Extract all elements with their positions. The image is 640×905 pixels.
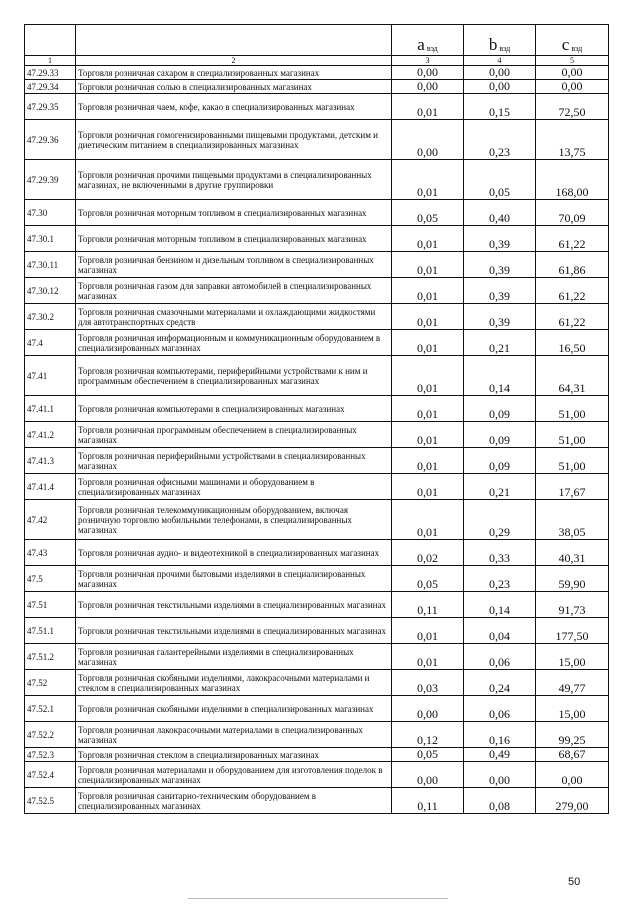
table-row — [25, 200, 609, 226]
activity-name: Торговля розничная прочими пищевыми продуктами в специализированных магазинах, не включенными в другие группировки — [76, 160, 392, 200]
activity-name: Торговля розничная гомогенизированными пищевыми продуктами, детским и диетическим питанием в специализированных магазинах — [76, 120, 392, 160]
okved-code: 47.29.35 — [25, 94, 76, 120]
table-row — [25, 448, 609, 474]
value-a: 0,05 — [392, 566, 464, 592]
value-b: 0,08 — [464, 788, 536, 814]
header-c-main: c — [561, 35, 570, 54]
value-b: 0,14 — [464, 592, 536, 618]
header-a-sub: вэд — [426, 44, 438, 53]
value-c: 68,67 — [536, 748, 609, 762]
activity-name: Торговля розничная аудио- и видеотехникой в специализированных магазинах — [76, 540, 392, 566]
okved-code: 47.51.1 — [25, 618, 76, 644]
activity-name: Торговля розничная текстильными изделиями в специализированных магазинах — [76, 618, 392, 644]
activity-name: Торговля розничная информационным и коммуникационным оборудованием в специализированных магазинах — [76, 330, 392, 356]
value-c: 91,73 — [536, 592, 609, 618]
value-b: 0,06 — [464, 696, 536, 722]
okved-code: 47.52 — [25, 670, 76, 696]
value-a: 0,03 — [392, 670, 464, 696]
okved-code: 47.41.3 — [25, 448, 76, 474]
value-a: 0,00 — [392, 66, 464, 80]
value-c: 61,22 — [536, 304, 609, 330]
value-b: 0,04 — [464, 618, 536, 644]
value-c: 51,00 — [536, 448, 609, 474]
value-a: 0,01 — [392, 94, 464, 120]
table-row — [25, 592, 609, 618]
value-b: 0,09 — [464, 448, 536, 474]
value-c: 13,75 — [536, 120, 609, 160]
value-b: 0,05 — [464, 160, 536, 200]
okved-code: 47.43 — [25, 540, 76, 566]
value-a: 0,01 — [392, 356, 464, 396]
table-row — [25, 278, 609, 304]
table-row — [25, 540, 609, 566]
value-b: 0,15 — [464, 94, 536, 120]
value-a: 0,11 — [392, 592, 464, 618]
activity-name: Торговля розничная компьютерами в специализированных магазинах — [76, 396, 392, 422]
column-number-row — [25, 56, 609, 66]
value-c: 72,50 — [536, 94, 609, 120]
table-row — [25, 252, 609, 278]
activity-name: Торговля розничная офисными машинами и оборудованием в специализированных магазинах — [76, 474, 392, 500]
value-b: 0,16 — [464, 722, 536, 748]
value-b: 0,29 — [464, 500, 536, 540]
okved-code: 47.30.12 — [25, 278, 76, 304]
okved-code: 47.30.11 — [25, 252, 76, 278]
table-row — [25, 66, 609, 80]
value-b: 0,39 — [464, 278, 536, 304]
table-row — [25, 644, 609, 670]
column-number: 2 — [76, 56, 392, 66]
coefficients-table — [24, 24, 609, 814]
value-c: 0,00 — [536, 80, 609, 94]
value-b: 0,06 — [464, 644, 536, 670]
value-c: 279,00 — [536, 788, 609, 814]
value-c: 17,67 — [536, 474, 609, 500]
okved-code: 47.4 — [25, 330, 76, 356]
value-c: 15,00 — [536, 696, 609, 722]
value-b: 0,00 — [464, 762, 536, 788]
activity-name: Торговля розничная моторным топливом в специализированных магазинах — [76, 200, 392, 226]
value-a: 0,01 — [392, 448, 464, 474]
table-row — [25, 120, 609, 160]
value-a: 0,05 — [392, 200, 464, 226]
okved-code: 47.52.5 — [25, 788, 76, 814]
header-b-main: b — [488, 35, 498, 54]
value-b: 0,21 — [464, 474, 536, 500]
table-row — [25, 670, 609, 696]
value-b: 0,09 — [464, 422, 536, 448]
okved-code: 47.42 — [25, 500, 76, 540]
column-number: 1 — [25, 56, 76, 66]
header-row — [25, 25, 609, 56]
okved-code: 47.41 — [25, 356, 76, 396]
value-c: 38,05 — [536, 500, 609, 540]
table-row — [25, 94, 609, 120]
okved-code: 47.29.34 — [25, 80, 76, 94]
value-a: 0,01 — [392, 618, 464, 644]
header-a — [392, 25, 464, 56]
activity-name: Торговля розничная телекоммуникационным оборудованием, включая розничную торговлю мобильными телефонами, в специализированных магазинах — [76, 500, 392, 540]
header-b — [464, 25, 536, 56]
value-b: 0,23 — [464, 120, 536, 160]
table-row — [25, 396, 609, 422]
column-number: 4 — [464, 56, 536, 66]
value-a: 0,01 — [392, 304, 464, 330]
okved-code: 47.30 — [25, 200, 76, 226]
header-b-sub: вэд — [499, 44, 511, 53]
table-row — [25, 722, 609, 748]
table-row — [25, 696, 609, 722]
value-a: 0,00 — [392, 696, 464, 722]
value-c: 51,00 — [536, 396, 609, 422]
value-c: 61,22 — [536, 278, 609, 304]
value-b: 0,39 — [464, 226, 536, 252]
okved-code: 47.52.1 — [25, 696, 76, 722]
value-a: 0,01 — [392, 330, 464, 356]
table-row — [25, 474, 609, 500]
okved-code: 47.5 — [25, 566, 76, 592]
value-b: 0,14 — [464, 356, 536, 396]
value-b: 0,09 — [464, 396, 536, 422]
activity-name: Торговля розничная скобяными изделиями, лакокрасочными материалами и стеклом в специализированных магазинах — [76, 670, 392, 696]
table-row — [25, 160, 609, 200]
table-row — [25, 356, 609, 396]
value-b: 0,33 — [464, 540, 536, 566]
header-name — [76, 25, 392, 56]
activity-name: Торговля розничная солью в специализированных магазинах — [76, 80, 392, 94]
value-c: 61,86 — [536, 252, 609, 278]
value-a: 0,05 — [392, 748, 464, 762]
activity-name: Торговля розничная смазочными материалами и охлаждающими жидкостями для автотранспортных средств — [76, 304, 392, 330]
value-c: 99,25 — [536, 722, 609, 748]
value-c: 51,00 — [536, 422, 609, 448]
table-row — [25, 80, 609, 94]
okved-code: 47.41.1 — [25, 396, 76, 422]
activity-name: Торговля розничная лакокрасочными материалами в специализированных магазинах — [76, 722, 392, 748]
activity-name: Торговля розничная скобяными изделиями в специализированных магазинах — [76, 696, 392, 722]
header-c-sub: вэд — [571, 44, 583, 53]
okved-code: 47.52.3 — [25, 748, 76, 762]
okved-code: 47.29.33 — [25, 66, 76, 80]
table-row — [25, 566, 609, 592]
activity-name: Торговля розничная бензином и дизельным топливом в специализированных магазинах — [76, 252, 392, 278]
column-number: 3 — [392, 56, 464, 66]
table-row — [25, 748, 609, 762]
okved-code: 47.30.2 — [25, 304, 76, 330]
value-c: 0,00 — [536, 762, 609, 788]
column-number: 5 — [536, 56, 609, 66]
table-row — [25, 304, 609, 330]
okved-code: 47.52.2 — [25, 722, 76, 748]
value-b: 0,49 — [464, 748, 536, 762]
table-row — [25, 226, 609, 252]
value-c: 168,00 — [536, 160, 609, 200]
value-a: 0,01 — [392, 474, 464, 500]
value-a: 0,00 — [392, 762, 464, 788]
value-a: 0,00 — [392, 80, 464, 94]
value-b: 0,00 — [464, 66, 536, 80]
okved-code: 47.41.2 — [25, 422, 76, 448]
table-row — [25, 500, 609, 540]
value-a: 0,01 — [392, 252, 464, 278]
scan-edge-line — [188, 898, 448, 899]
value-c: 15,00 — [536, 644, 609, 670]
activity-name: Торговля розничная чаем, кофе, какао в специализированных магазинах — [76, 94, 392, 120]
activity-name: Торговля розничная прочими бытовыми изделиями в специализированных магазинах — [76, 566, 392, 592]
okved-code: 47.41.4 — [25, 474, 76, 500]
value-b: 0,21 — [464, 330, 536, 356]
value-a: 0,01 — [392, 422, 464, 448]
value-b: 0,24 — [464, 670, 536, 696]
value-a: 0,11 — [392, 788, 464, 814]
value-c: 177,50 — [536, 618, 609, 644]
activity-name: Торговля розничная санитарно-техническим оборудованием в специализированных магазинах — [76, 788, 392, 814]
value-b: 0,23 — [464, 566, 536, 592]
table-row — [25, 422, 609, 448]
activity-name: Торговля розничная программным обеспечением в специализированных магазинах — [76, 422, 392, 448]
header-code — [25, 25, 76, 56]
activity-name: Торговля розничная материалами и оборудованием для изготовления поделок в специализированных магазинах — [76, 762, 392, 788]
value-c: 49,77 — [536, 670, 609, 696]
value-a: 0,01 — [392, 500, 464, 540]
activity-name: Торговля розничная стеклом в специализированных магазинах — [76, 748, 392, 762]
value-c: 40,31 — [536, 540, 609, 566]
table-row — [25, 762, 609, 788]
value-a: 0,01 — [392, 644, 464, 670]
activity-name: Торговля розничная газом для заправки автомобилей в специализированных магазинах — [76, 278, 392, 304]
okved-code: 47.51 — [25, 592, 76, 618]
value-c: 59,90 — [536, 566, 609, 592]
okved-code: 47.52.4 — [25, 762, 76, 788]
value-a: 0,00 — [392, 120, 464, 160]
header-a-main: a — [417, 35, 425, 54]
value-a: 0,01 — [392, 396, 464, 422]
value-c: 64,31 — [536, 356, 609, 396]
value-c: 70,09 — [536, 200, 609, 226]
page-number: 50 — [568, 876, 581, 888]
value-a: 0,12 — [392, 722, 464, 748]
value-b: 0,40 — [464, 200, 536, 226]
activity-name: Торговля розничная сахаром в специализированных магазинах — [76, 66, 392, 80]
value-a: 0,01 — [392, 226, 464, 252]
value-c: 0,00 — [536, 66, 609, 80]
activity-name: Торговля розничная компьютерами, периферийными устройствами к ним и программным обеспечением в специализированных магазинах — [76, 356, 392, 396]
value-b: 0,39 — [464, 252, 536, 278]
value-b: 0,39 — [464, 304, 536, 330]
table-row — [25, 330, 609, 356]
header-c — [536, 25, 609, 56]
value-a: 0,01 — [392, 278, 464, 304]
okved-code: 47.30.1 — [25, 226, 76, 252]
activity-name: Торговля розничная галантерейными изделиями в специализированных магазинах — [76, 644, 392, 670]
value-c: 61,22 — [536, 226, 609, 252]
value-a: 0,02 — [392, 540, 464, 566]
value-c: 16,50 — [536, 330, 609, 356]
okved-code: 47.29.36 — [25, 120, 76, 160]
activity-name: Торговля розничная периферийными устройствами в специализированных магазинах — [76, 448, 392, 474]
table-row — [25, 788, 609, 814]
activity-name: Торговля розничная текстильными изделиями в специализированных магазинах — [76, 592, 392, 618]
value-a: 0,01 — [392, 160, 464, 200]
table-row — [25, 618, 609, 644]
activity-name: Торговля розничная моторным топливом в специализированных магазинах — [76, 226, 392, 252]
okved-code: 47.51.2 — [25, 644, 76, 670]
okved-code: 47.29.39 — [25, 160, 76, 200]
value-b: 0,00 — [464, 80, 536, 94]
